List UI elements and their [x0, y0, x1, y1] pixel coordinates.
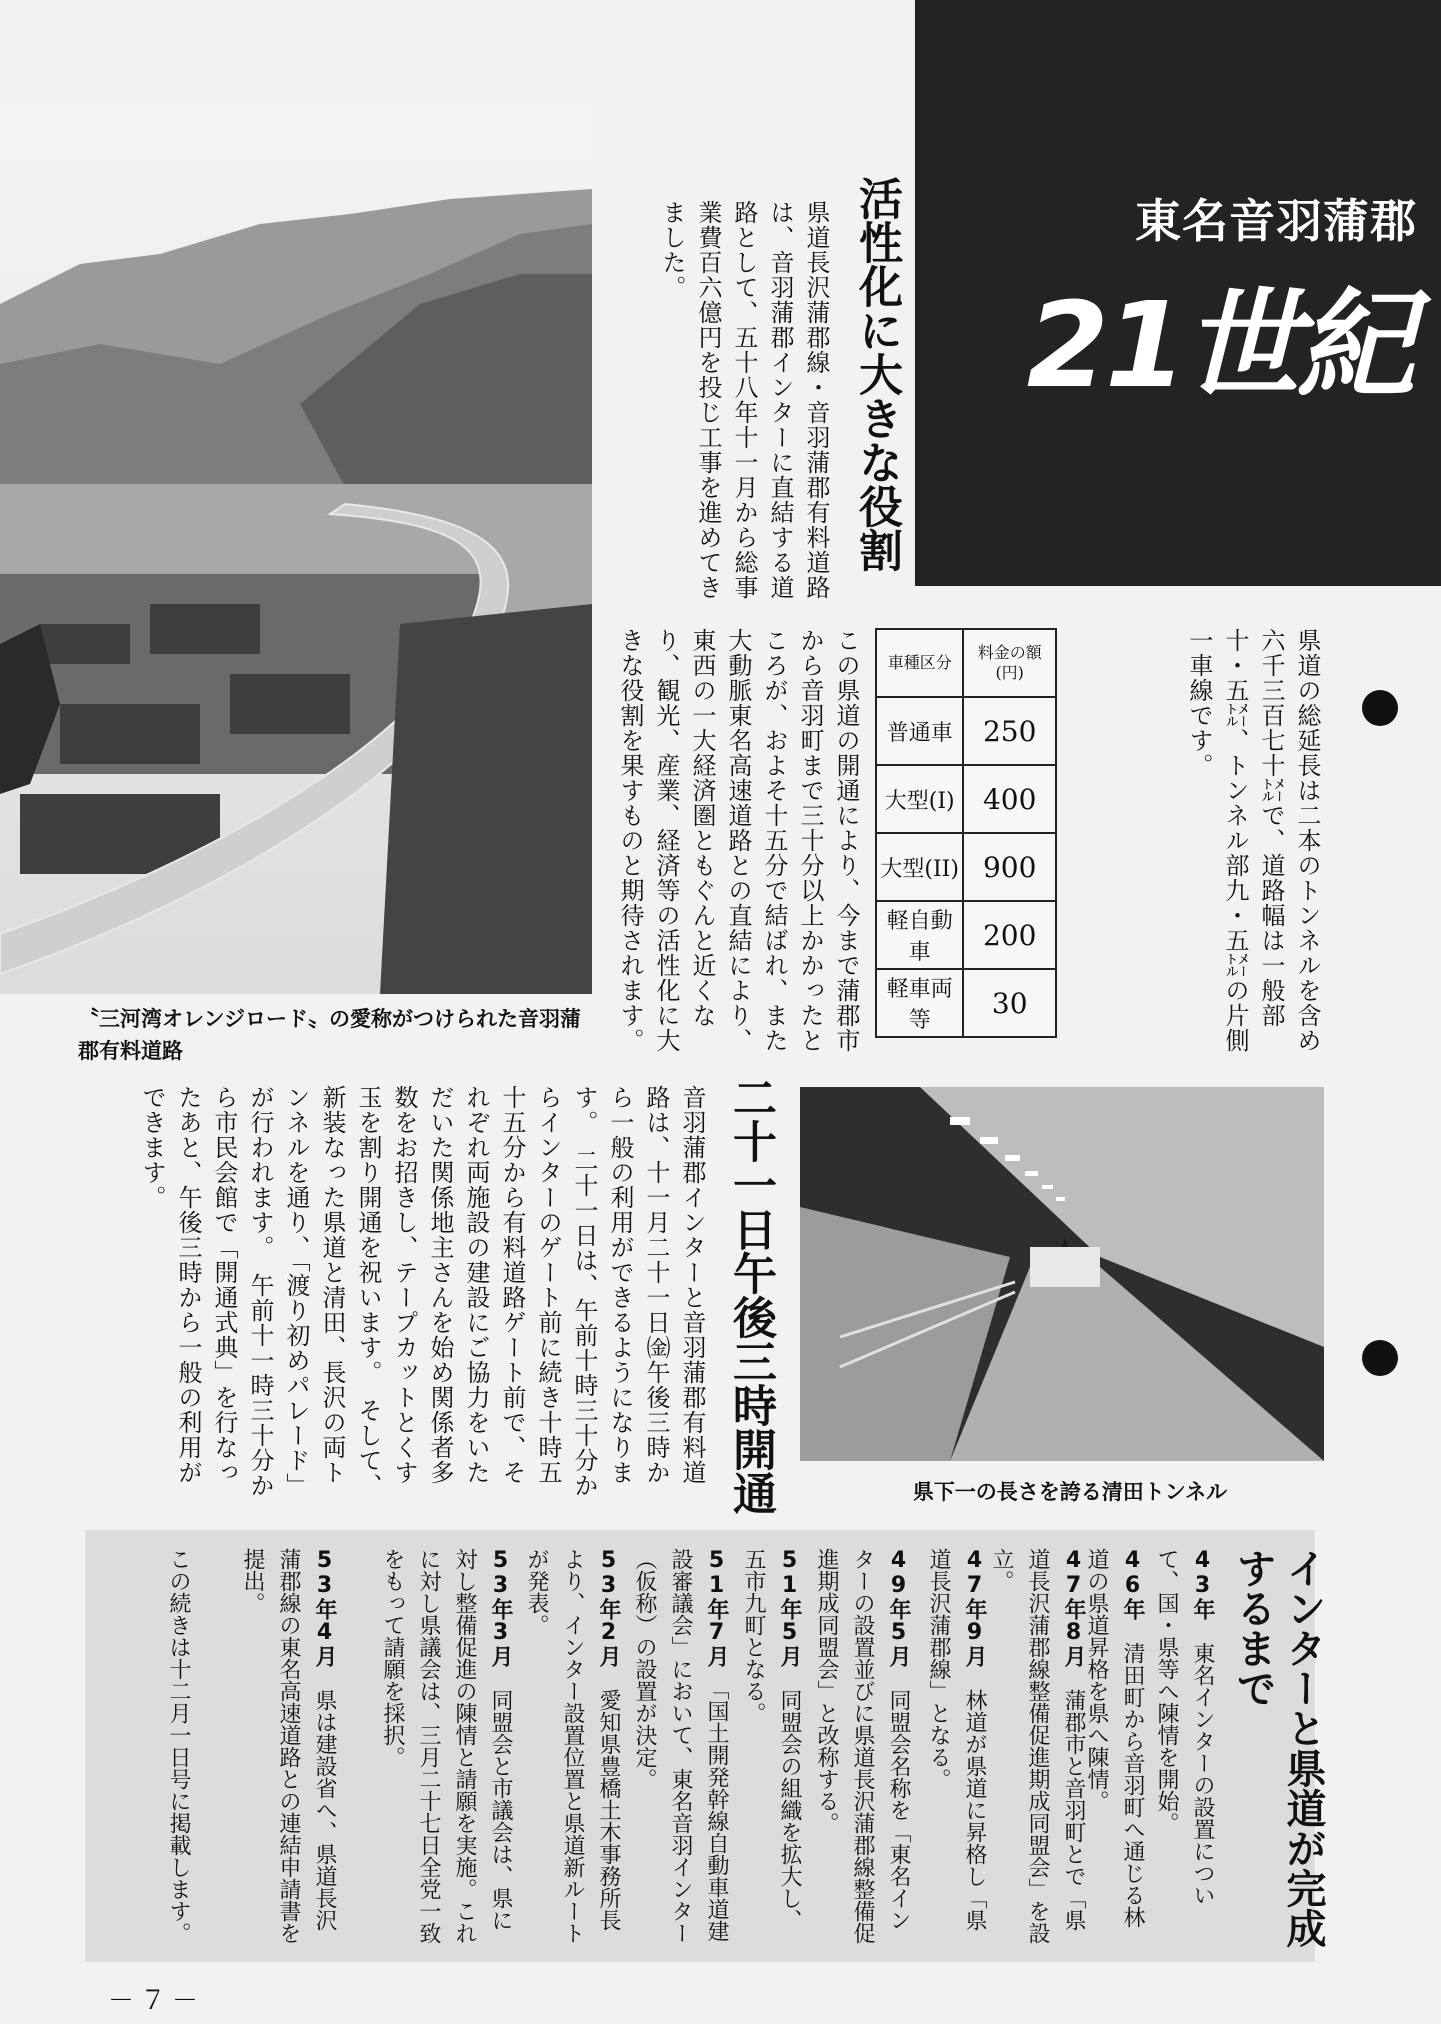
history-entry: 47年9月 林道が県道に昇格し「県道長沢蒲郡線」となる。 [926, 1548, 987, 1931]
article-text-closing: この県道の開通により、今まで蒲郡市から音羽町まで三十分以上かかったところが、およそ十五分で結ばれ、また大動脈東名高速道路との直結により、東西の一大経済圏ともぐんと近くなり、観光、産業、経済等の活性化に大きな役割を果すものと期待されます。 [616, 628, 860, 1053]
toll-fee: 200 [963, 901, 1056, 969]
toll-fee: 400 [963, 765, 1056, 833]
toll-type: 軽車両等 [876, 969, 963, 1037]
history-entry: 53年4月 県は建設省へ、県道長沢蒲郡線の東名高速道路との連結申請書を提出。 [240, 1548, 337, 1944]
header-subtitle: 東名音羽蒲郡 [1135, 194, 1417, 248]
headline-activation: 活性化に大きな役割 [851, 176, 902, 572]
road-photo-caption: 〝三河湾オレンジロード〟の愛称がつけられた音羽蒲郡有料道路 [78, 1007, 581, 1063]
header-title: 21世紀 [1026, 276, 1411, 414]
toll-table-header [876, 629, 1056, 697]
history-entry: 47年8月 蒲郡市と音羽町とで「県道長沢蒲郡線整備促進期成同盟会」を設立。 [989, 1548, 1086, 1944]
road-photo [0, 104, 592, 994]
toll-type: 普通車 [876, 697, 963, 765]
toll-type: 軽自動車 [876, 901, 963, 969]
article-text-col1: 県道長沢蒲郡線・音羽蒲郡有料道路は、音羽蒲郡インターに直結する道路として、五十八年十一月から総事業費百六億円を投じ工事を進めてきました。 [658, 200, 830, 600]
toll-fee: 250 [963, 697, 1056, 765]
table-row [876, 901, 1056, 969]
history-entry: 53年2月 愛知県豊橋土木事務所長より、インター設置位置と県道新ルートが発表。 [524, 1548, 621, 1944]
history-entry: 43年 東名インターの設置について、国・県等へ陳情を開始。 [1154, 1548, 1215, 1906]
history-entry: 49年5月 同盟会名称を「東名インターの設置並びに県道長沢蒲郡線整備促進期成同盟会」と改称する。 [814, 1548, 911, 1944]
bullet-icon [1362, 690, 1398, 726]
history-continued: この続きは十二月一日号に掲載します。 [166, 1548, 191, 1944]
tunnel-photo-caption: 県下一の長さを誇る清田トンネル [912, 1480, 1228, 1504]
table-row [876, 697, 1056, 765]
table-row [876, 833, 1056, 901]
toll-fee: 900 [963, 833, 1056, 901]
history-entry: 46年 清田町から音羽町へ通じる林道の県道昇格を県へ陳情。 [1084, 1548, 1145, 1928]
history-entry: 51年5月 同盟会の組織を拡大し、五市九町となる。 [741, 1548, 802, 1931]
toll-header-fee: 料金の額(円) [963, 629, 1056, 697]
toll-type: 大型(II) [876, 833, 963, 901]
history-heading: インターと県道が完成するまで [1230, 1548, 1326, 1948]
article-text-col2: 県道の総延長は二本のトンネルを含め六千三百七十㍍で、道路幅は一般部十・五㍍、トンネル部九・五㍍の片側一車線です。 [1185, 628, 1321, 1053]
tunnel-photo [800, 1087, 1324, 1461]
headline-opening: 二十一日午後三時開通 [725, 1075, 776, 1515]
opening-text: 音羽蒲郡インターと音羽蒲郡有料道路は、十一月二十一日㈮午後三時から一般の利用ができるようになります。 二十一日は、午前十時三十分からインターのゲート前に続き十時五十五分から有料道路ゲート前で、それぞれ両施設の建設にご協力をいただいた関係地主さんを始め関係者多数をお招きし、テープカットとくす玉を割り開通を祝います。 そして、新装なった県道と清田、長沢の両トンネルを通り、「渡り初めパレード」が行われます。 午前十一時三十分から市民会館で「開通式典」を行なったあと、午後三時から一般の利用ができます。 [138, 1085, 706, 1498]
toll-header-type: 車種区分 [876, 629, 963, 697]
history-entry: 53年3月 同盟会と市議会は、県に対し整備促進の陳情と請願を実施。これに対し県議会は、三月二十七日全党一致をもって請願を採択。 [380, 1548, 513, 1944]
history-entry: 51年7月 「国土開発幹線自動車道建設審議会」において、東名音羽インター（仮称）の設置が決定。 [632, 1548, 729, 1944]
toll-type: 大型(I) [876, 765, 963, 833]
table-row [876, 765, 1056, 833]
toll-fee: 30 [963, 969, 1056, 1037]
toll-table [875, 628, 1057, 1038]
table-row [876, 969, 1056, 1037]
bullet-icon [1362, 1340, 1398, 1376]
page-number: －７－ [108, 1986, 205, 2016]
